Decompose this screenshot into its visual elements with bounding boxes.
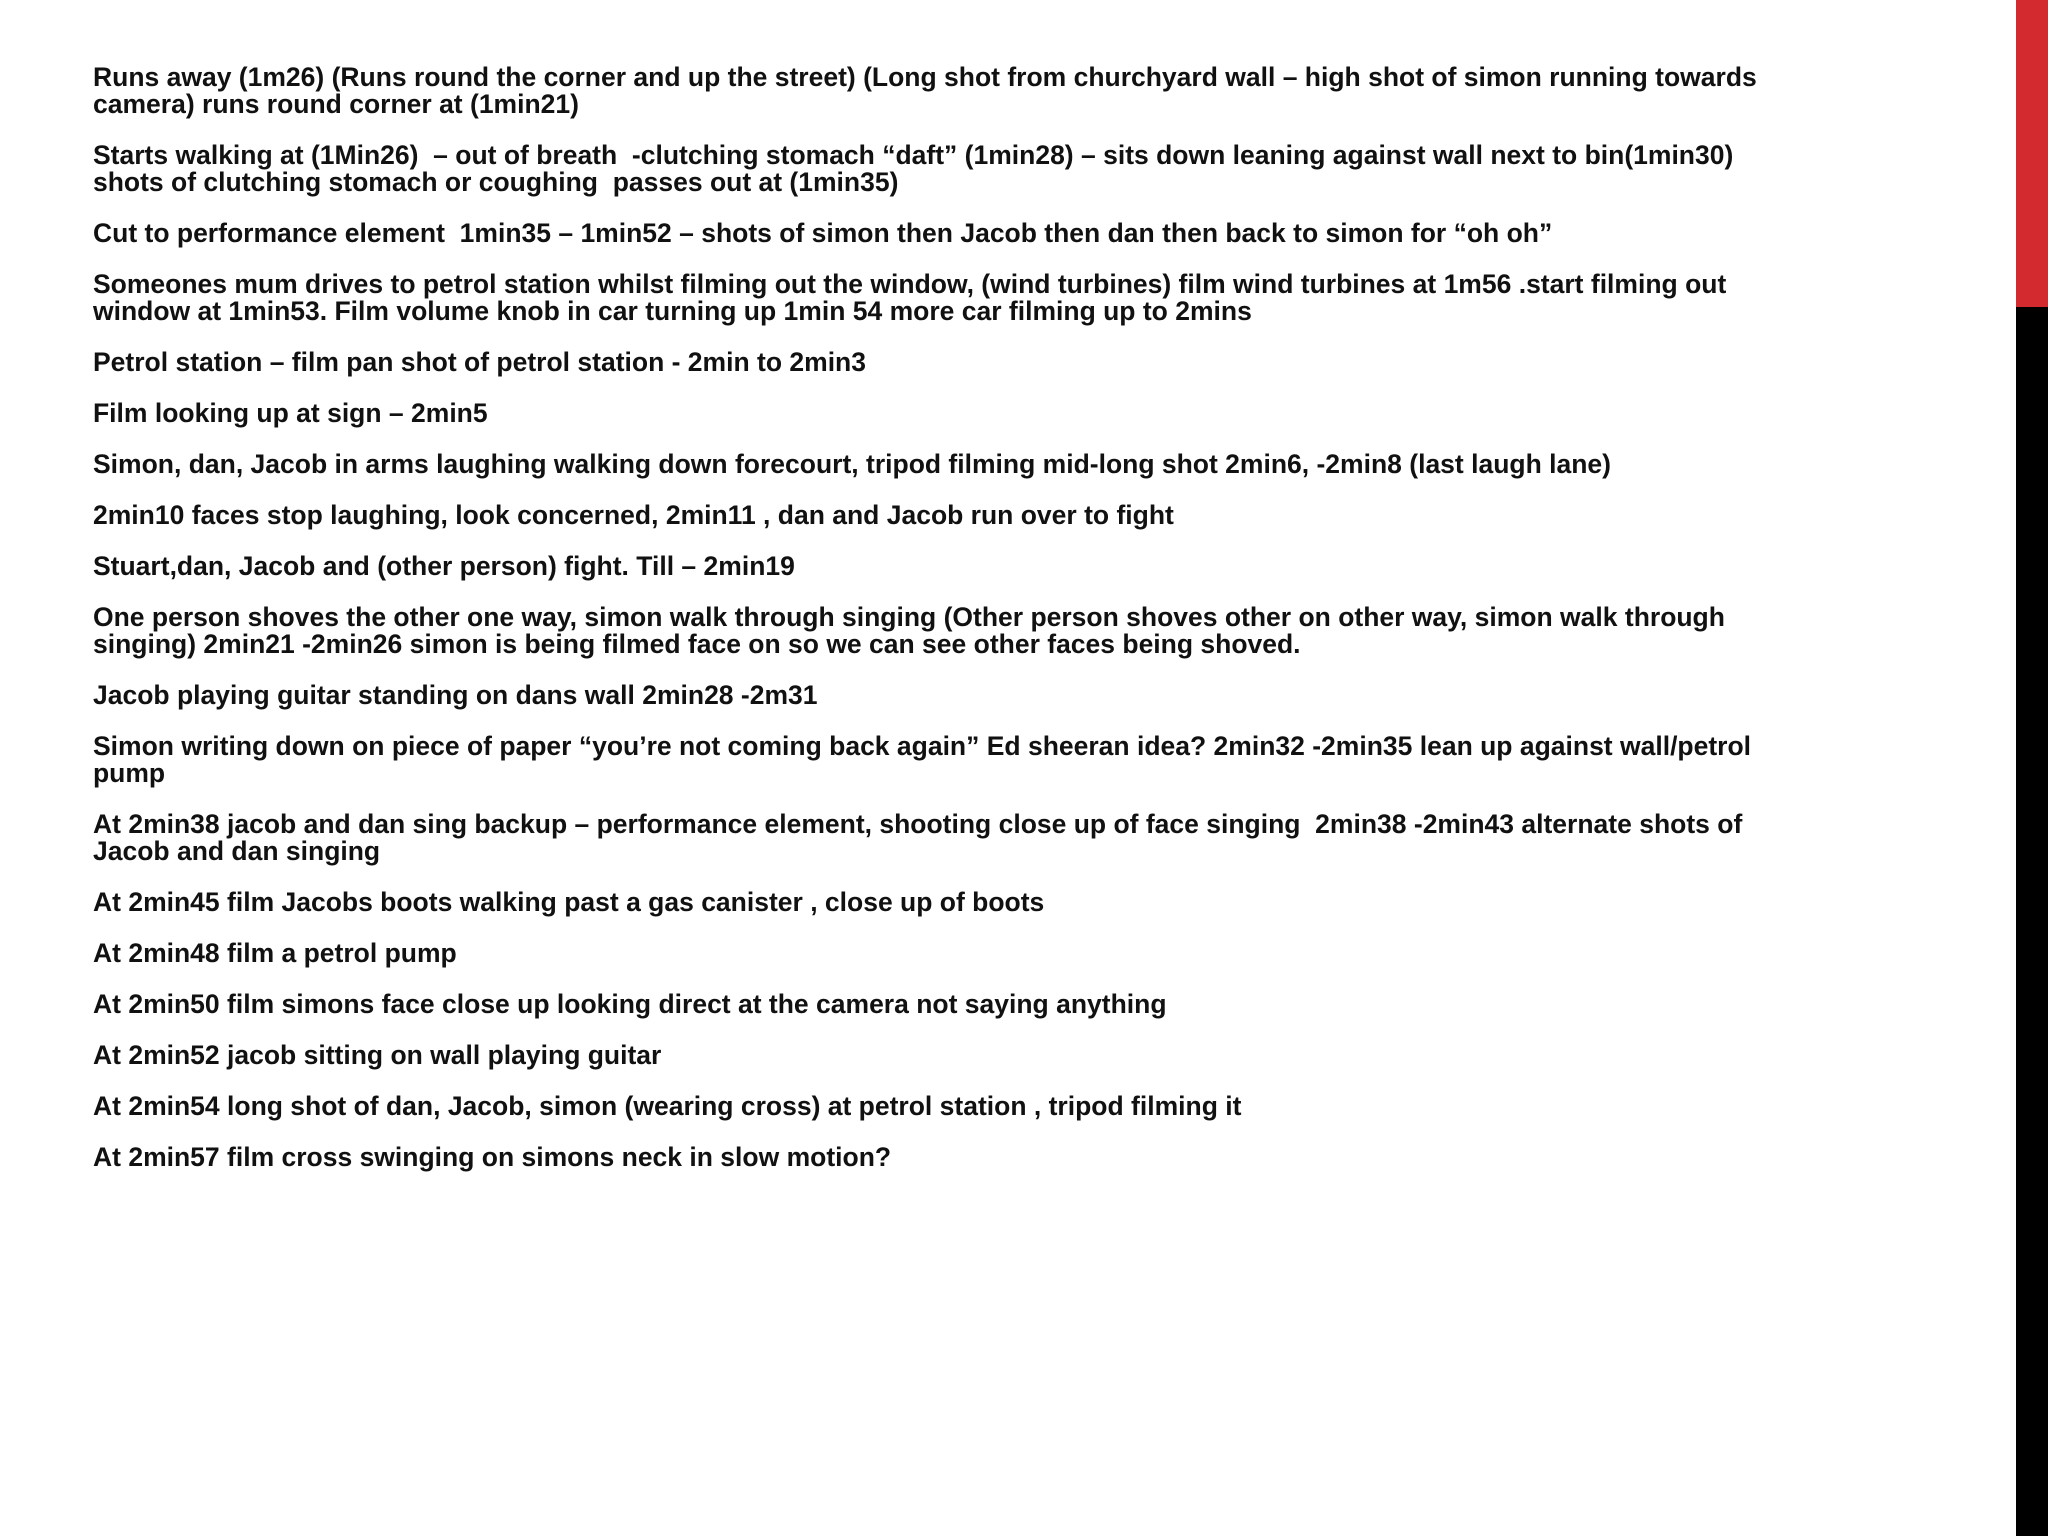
slide-side-accent-bar	[2016, 0, 2048, 1536]
note-line: At 2min52 jacob sitting on wall playing guitar	[93, 1040, 662, 1070]
side-bar-black-segment	[2016, 307, 2048, 1536]
note-line: At 2min57 film cross swinging on simons neck in slow motion?	[93, 1142, 892, 1172]
note-line: Runs away (1m26) (Runs round the corner and up the street) (Long shot from churchyard wall – high shot of simon running towards camera) runs round corner at (1min21)	[93, 62, 1765, 119]
note-line: Jacob playing guitar standing on dans wall 2min28 -2m31	[93, 680, 818, 710]
shot-notes-list	[93, 64, 1793, 1195]
note-line: Stuart,dan, Jacob and (other person) fight. Till – 2min19	[93, 551, 795, 581]
note-line: Simon writing down on piece of paper “you’re not coming back again” Ed sheeran idea? 2min32 -2min35 lean up against wall/petrol pump	[93, 731, 1759, 788]
note-line: 2min10 faces stop laughing, look concerned, 2min11 , dan and Jacob run over to fight	[93, 500, 1174, 530]
note-line: At 2min38 jacob and dan sing backup – performance element, shooting close up of face singing 2min38 -2min43 alternate shots of Jacob and dan singing	[93, 809, 1750, 866]
side-bar-red-segment	[2016, 0, 2048, 307]
note-line: One person shoves the other one way, simon walk through singing (Other person shoves other on other way, simon walk through singing) 2min21 -2min26 simon is being filmed face on so we can see other faces being shoved.	[93, 602, 1733, 659]
note-line: Cut to performance element 1min35 – 1min52 – shots of simon then Jacob then dan then back to simon for “oh oh”	[93, 218, 1553, 248]
note-line: At 2min54 long shot of dan, Jacob, simon (wearing cross) at petrol station , tripod filming it	[93, 1091, 1242, 1121]
note-line: Someones mum drives to petrol station whilst filming out the window, (wind turbines) film wind turbines at 1m56 .start filming out window at 1min53. Film volume knob in car turning up 1min 54 more car filming up to 2mins	[93, 269, 1734, 326]
note-line: Film looking up at sign – 2min5	[93, 398, 488, 428]
note-line: Petrol station – film pan shot of petrol station - 2min to 2min3	[93, 347, 866, 377]
note-line: At 2min50 film simons face close up looking direct at the camera not saying anything	[93, 989, 1167, 1019]
note-line: At 2min45 film Jacobs boots walking past a gas canister , close up of boots	[93, 887, 1045, 917]
note-line: Simon, dan, Jacob in arms laughing walking down forecourt, tripod filming mid-long shot 2min6, -2min8 (last laugh lane)	[93, 449, 1611, 479]
note-line: Starts walking at (1Min26) – out of breath -clutching stomach “daft” (1min28) – sits down leaning against wall next to bin(1min30) shots of clutching stomach or coughing passes out at (1min35)	[93, 140, 1741, 197]
note-line: At 2min48 film a petrol pump	[93, 938, 457, 968]
